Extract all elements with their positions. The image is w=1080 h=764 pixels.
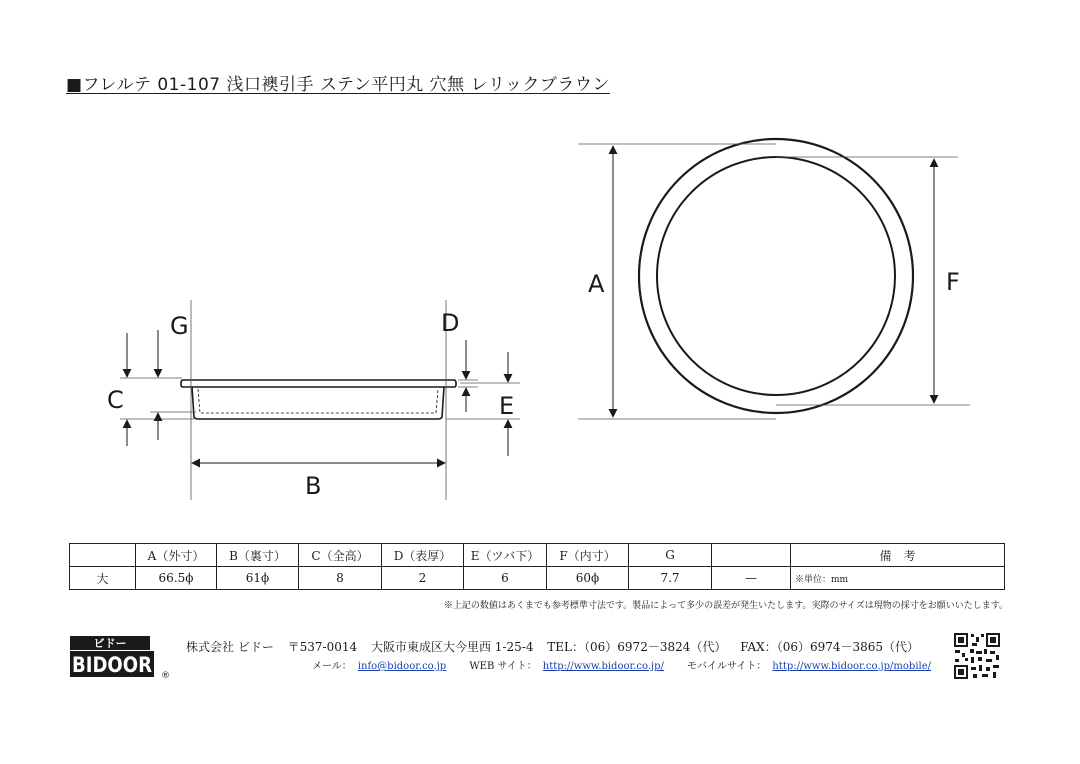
size-cell: 大 (70, 567, 136, 590)
top-dimension-arrows (613, 146, 934, 417)
header-cell: G (629, 544, 712, 567)
mobile-label: モバイルサイト： (687, 661, 767, 672)
value-cell: 61ϕ (217, 567, 299, 590)
table-row (70, 567, 1005, 590)
header-cell: E（ツバ下） (464, 544, 547, 567)
web-label: WEB サイト： (469, 661, 537, 672)
flange-outline (181, 380, 456, 387)
dim-label-f: F (946, 268, 960, 296)
tel-number: TEL：（06）6972－3824（代） (547, 640, 727, 654)
company-name: 株式会社 ビドー (186, 640, 274, 654)
value-cell: 60ϕ (547, 567, 629, 590)
top-extension-lines (578, 144, 970, 419)
note-cell: ※単位：mm (791, 567, 1005, 590)
header-cell: F（内寸） (547, 544, 629, 567)
inner-ring (657, 157, 895, 395)
bidoor-logo (69, 635, 181, 681)
mail-label: メール： (312, 661, 352, 672)
company-info (186, 638, 929, 655)
postal-code: 〒537-0014 (287, 640, 358, 654)
dim-label-a: A (588, 270, 605, 298)
side-view (181, 380, 456, 419)
top-view (639, 139, 913, 413)
value-cell: — (712, 567, 791, 590)
svg-text:ビドー: ビドー (93, 637, 127, 650)
dim-label-c: C (107, 386, 124, 414)
value-cell: 2 (382, 567, 464, 590)
value-cell: 66.5ϕ (136, 567, 217, 590)
address: 大阪市東成区大今里西 1-25-4 (370, 640, 534, 654)
hidden-line (198, 389, 438, 413)
svg-text:BIDOOR: BIDOOR (72, 653, 152, 677)
value-cell: 8 (299, 567, 382, 590)
dimension-table (69, 543, 1005, 590)
mail-link[interactable]: info@bidoor.co.jp (357, 661, 447, 672)
svg-text:®: ® (161, 671, 170, 681)
value-cell: 7.7 (629, 567, 712, 590)
contact-links (312, 657, 951, 672)
header-cell: A（外寸） (136, 544, 217, 567)
value-cell: 6 (464, 567, 547, 590)
dim-label-b: B (305, 472, 322, 500)
dimension-arrows (127, 330, 508, 463)
disclaimer-text: ※上記の数値はあくまでも参考標準寸法です。製品によって多少の誤差が発生いたします。実際のサイズは現物の採寸をお願いいたします。 (443, 601, 1008, 611)
table-header-row (70, 544, 1005, 567)
web-link[interactable]: http://www.bidoor.co.jp/ (542, 661, 664, 672)
body-outline (192, 387, 444, 419)
qr-code-icon (953, 632, 1001, 680)
outer-ring (639, 139, 913, 413)
header-cell: 備 考 (791, 544, 1005, 567)
dim-label-e: E (499, 392, 515, 420)
header-cell: C（全高） (299, 544, 382, 567)
header-cell: D（表厚） (382, 544, 464, 567)
dim-label-d: D (441, 309, 460, 337)
page-title: ■フレルテ 01-107 浅口襖引手 ステン平円丸 穴無 レリックブラウン (66, 75, 610, 95)
mobile-link[interactable]: http://www.bidoor.co.jp/mobile/ (772, 661, 932, 672)
header-cell (712, 544, 791, 567)
dim-label-g: G (170, 312, 189, 340)
header-cell (70, 544, 136, 567)
fax-number: FAX：（06）6974－3865（代） (740, 640, 920, 654)
header-cell: B（裏寸） (217, 544, 299, 567)
